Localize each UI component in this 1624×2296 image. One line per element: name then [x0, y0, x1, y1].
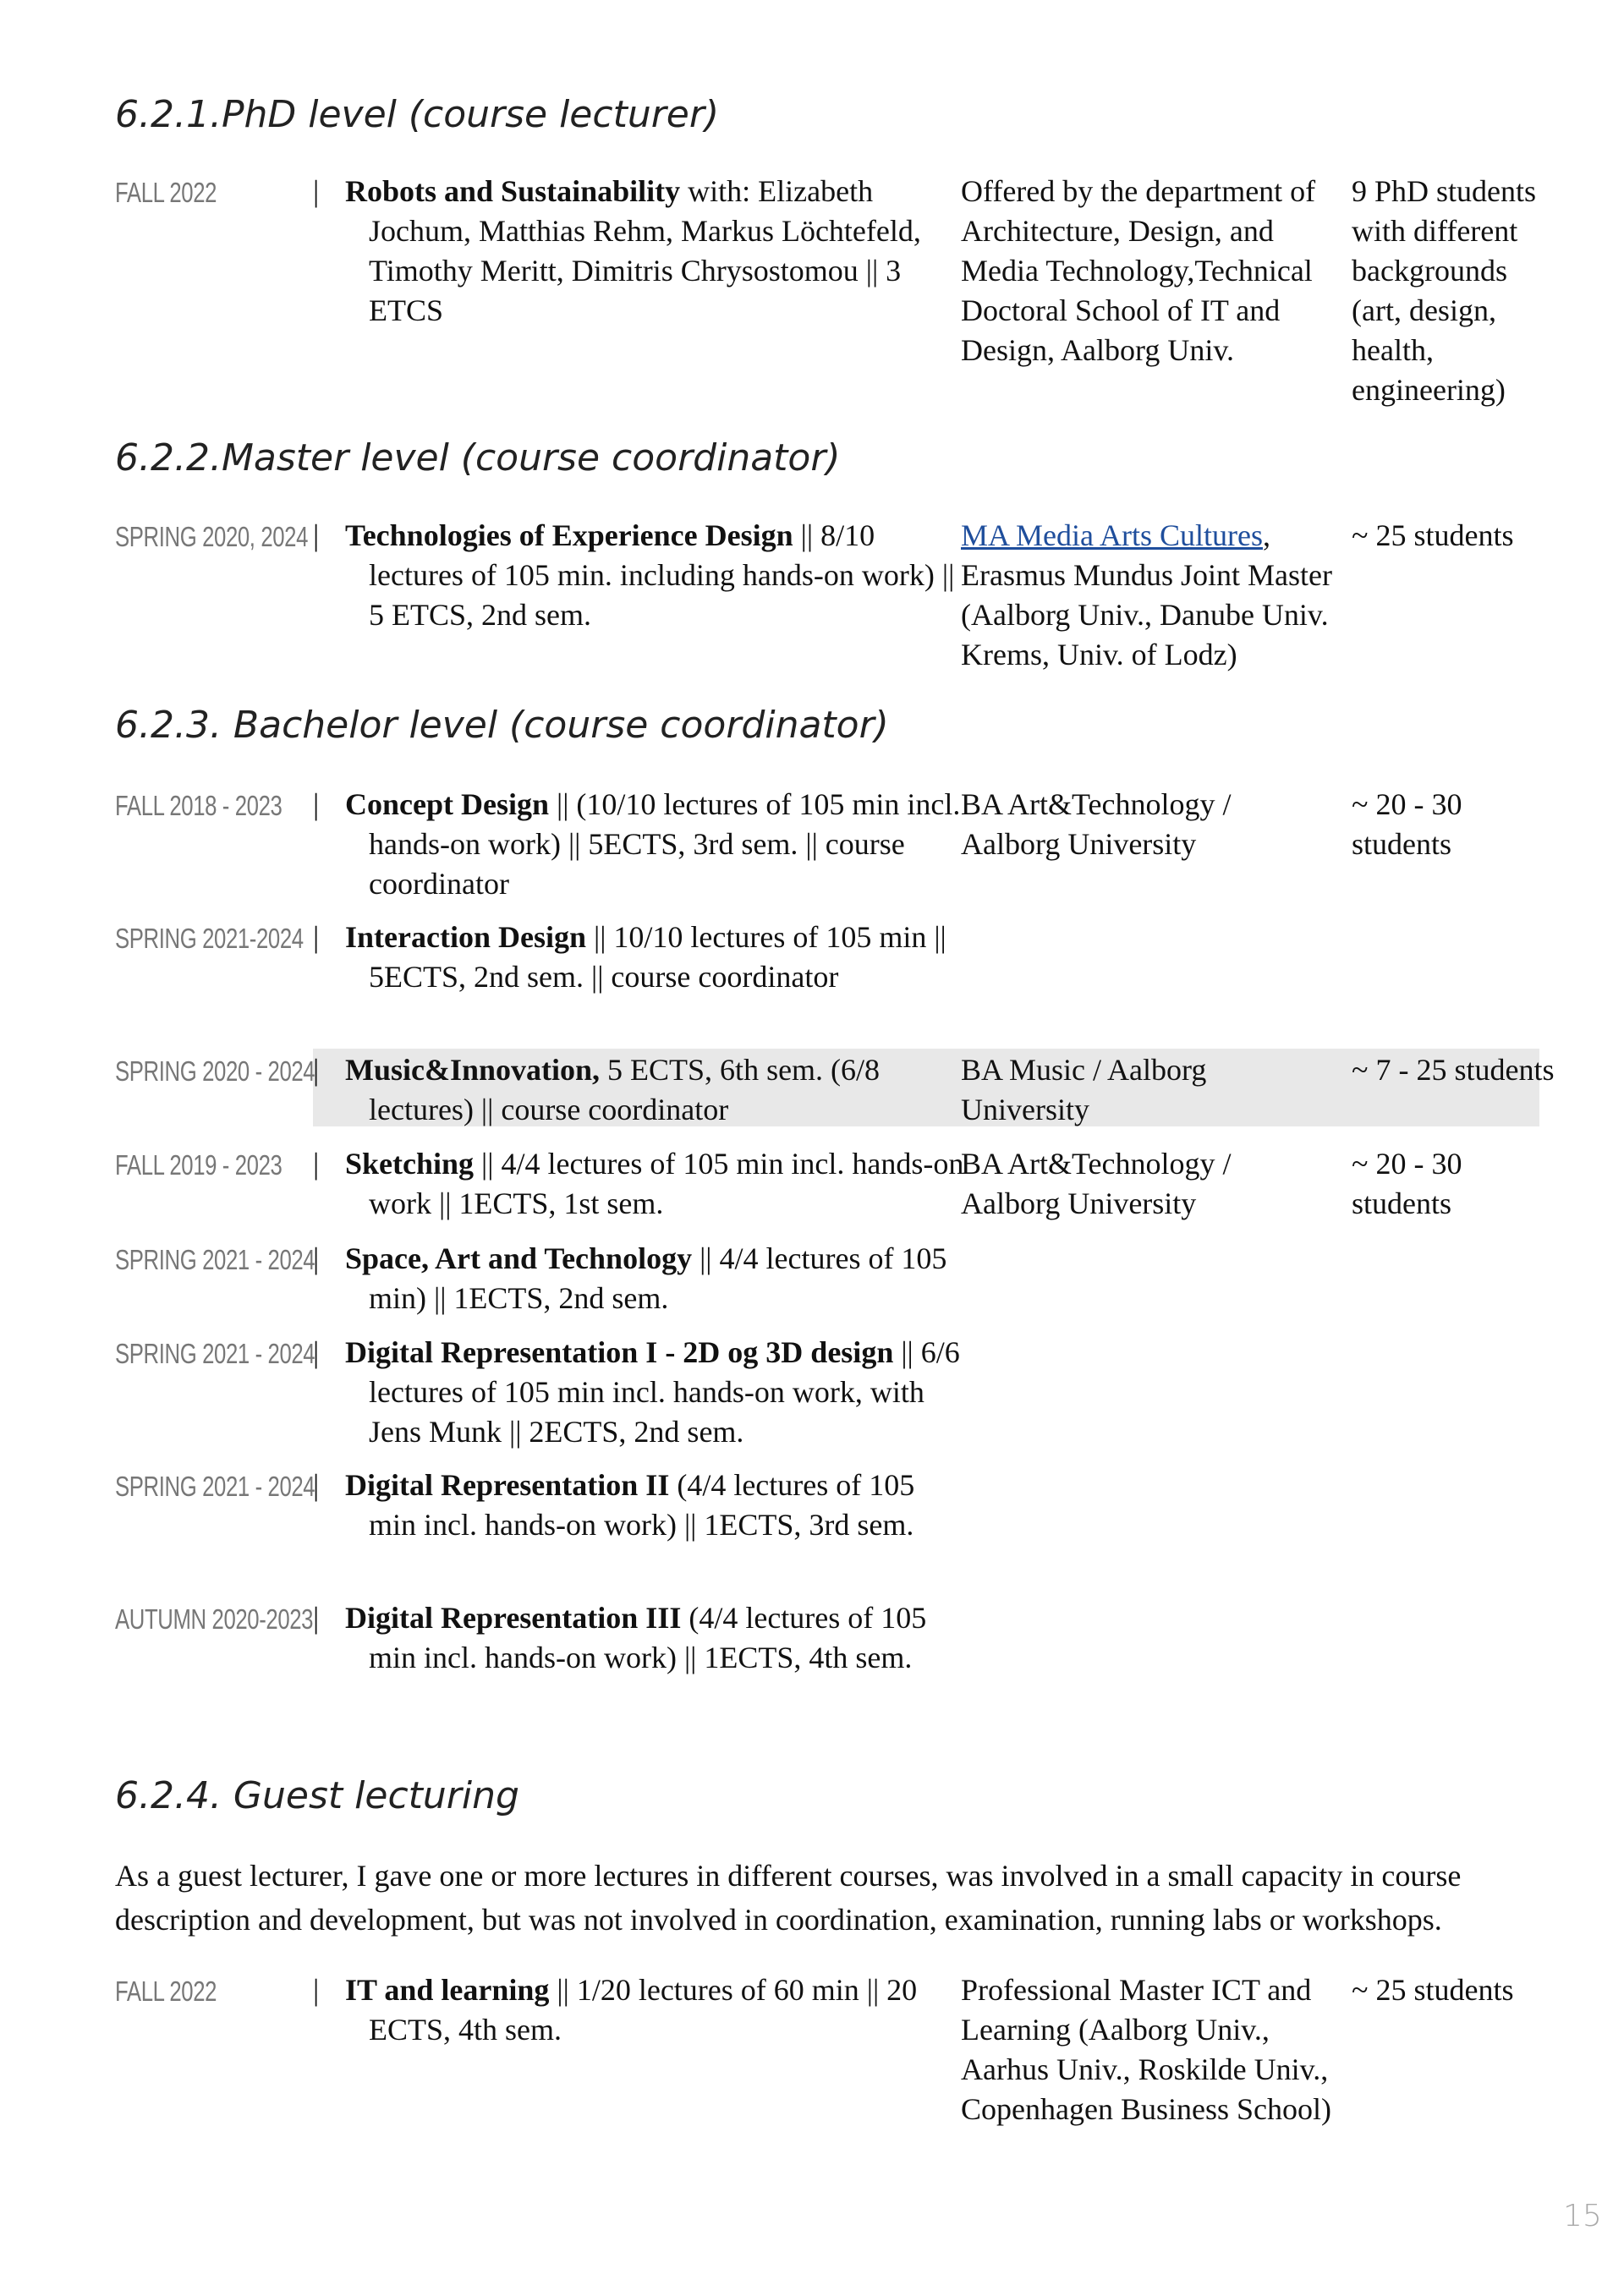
section-heading-bachelor: 6.2.3. Bachelor level (course coordinator): [115, 704, 889, 747]
course-title: Robots and Sustainability: [345, 174, 681, 208]
course-title: IT and learning: [345, 1973, 550, 2007]
course-title: Concept Design: [345, 787, 549, 821]
course-title: Digital Representation I - 2D og 3D design: [345, 1335, 894, 1369]
course-title: Technologies of Experience Design: [345, 518, 793, 552]
course-details: 5 ECTS, 6th sem. (6/8 lectures) || course coordinator: [369, 1053, 881, 1126]
course-details: with: Elizabeth Jochum, Matthias Rehm, Markus Löchtefeld, Timothy Meritt, Dimitris Chrysostomou || 3 ETCS: [369, 174, 921, 327]
entry-description: [345, 172, 969, 331]
entry-audience: ~ 20 - 30 students: [1352, 1147, 1462, 1220]
entry-audience: ~ 20 - 30 students: [1352, 787, 1462, 861]
entry-program: Professional Master ICT and Learning (Aalborg Univ., Aarhus Univ., Roskilde Univ., Copenhagen Business School): [961, 1973, 1331, 2126]
column-separator: |: [313, 174, 320, 208]
entry-date: FALL 2022: [115, 1975, 217, 2007]
column-separator: |: [313, 1053, 320, 1087]
column-separator: |: [313, 1241, 320, 1275]
entry-description: [345, 516, 969, 635]
course-title: Digital Representation II: [345, 1468, 670, 1502]
entry-description: [345, 1239, 969, 1318]
course-details: || 1/20 lectures of 60 min || 20 ECTS, 4th sem.: [369, 1973, 918, 2047]
entry-date: SPRING 2021 - 2024: [115, 1244, 315, 1275]
course-details: || 8/10 lectures of 105 min. including hands-on work) || 5 ETCS, 2nd sem.: [369, 518, 955, 632]
course-title: Digital Representation III: [345, 1601, 682, 1635]
course-details: (4/4 lectures of 105 min incl. hands-on work) || 1ECTS, 3rd sem.: [369, 1468, 915, 1542]
entry-description: [345, 1050, 969, 1130]
entry-program: BA Art&Technology / Aalborg University: [961, 787, 1232, 861]
entry-description: [345, 1144, 969, 1224]
section-heading-phd: 6.2.1.PhD level (course lecturer): [115, 93, 720, 136]
entry-date: SPRING 2020 - 2024: [115, 1055, 315, 1087]
entry-date: SPRING 2020, 2024: [115, 521, 309, 552]
course-details: (4/4 lectures of 105 min incl. hands-on work) || 1ECTS, 4th sem.: [369, 1601, 927, 1674]
program-details: , Erasmus Mundus Joint Master (Aalborg Univ., Danube Univ. Krems, Univ. of Lodz): [961, 518, 1332, 671]
entry-description: [345, 1466, 969, 1545]
entry-audience: ~ 7 - 25 students: [1352, 1053, 1555, 1087]
entry-date: FALL 2018 - 2023: [115, 790, 283, 821]
course-details: || (10/10 lectures of 105 min incl. hands-on work) || 5ECTS, 3rd sem. || course coordinator: [369, 787, 961, 901]
page-number: 15: [1563, 2199, 1602, 2233]
entry-audience: ~ 25 students: [1352, 1973, 1514, 2007]
entry-program: BA Art&Technology / Aalborg University: [961, 1147, 1232, 1220]
course-title: Sketching: [345, 1147, 475, 1181]
entry-program: Offered by the department of Architecture, Design, and Media Technology,Technical Doctoral School of IT and Design, Aalborg Univ.: [961, 174, 1316, 367]
entry-description: [345, 1970, 969, 2050]
column-separator: |: [313, 1147, 320, 1181]
entry-audience: ~ 25 students: [1352, 518, 1514, 552]
entry-description: [345, 785, 969, 904]
course-details: || 6/6 lectures of 105 min incl. hands-on work, with Jens Munk || 2ECTS, 2nd sem.: [369, 1335, 960, 1449]
section-heading-master: 6.2.2.Master level (course coordinator): [115, 436, 841, 479]
column-separator: |: [313, 1973, 320, 2007]
entry-date: SPRING 2021 - 2024: [115, 1471, 315, 1502]
column-separator: |: [313, 518, 320, 552]
entry-date: FALL 2022: [115, 177, 217, 208]
entry-description: [345, 918, 969, 997]
column-separator: |: [313, 1601, 320, 1635]
course-details: || 4/4 lectures of 105 min) || 1ECTS, 2nd sem.: [369, 1241, 947, 1315]
entry-description: [345, 1598, 969, 1678]
program-link[interactable]: MA Media Arts Cultures: [961, 518, 1263, 552]
column-separator: |: [313, 787, 320, 821]
column-separator: |: [313, 1468, 320, 1502]
entry-description: [345, 1333, 969, 1452]
course-details: || 4/4 lectures of 105 min incl. hands-on work || 1ECTS, 1st sem.: [369, 1147, 964, 1220]
entry-date: SPRING 2021 - 2024: [115, 1338, 315, 1369]
entry-program: [961, 516, 1333, 675]
section-heading-guest: 6.2.4. Guest lecturing: [115, 1774, 519, 1817]
guest-lecturing-paragraph: As a guest lecturer, I gave one or more lectures in different courses, was involved in a small capacity in course description and development, but was not involved in coordination, examination, running labs or workshops.: [115, 1859, 1462, 1937]
course-details: || 10/10 lectures of 105 min || 5ECTS, 2nd sem. || course coordinator: [369, 920, 946, 994]
entry-program: BA Music / Aalborg University: [961, 1053, 1207, 1126]
course-title: Space, Art and Technology: [345, 1241, 693, 1275]
course-title: Interaction Design: [345, 920, 586, 954]
entry-date: FALL 2019 - 2023: [115, 1149, 283, 1181]
entry-date: SPRING 2021-2024: [115, 923, 304, 954]
entry-date: AUTUMN 2020-2023: [115, 1603, 314, 1635]
entry-audience: 9 PhD students with different backgrounds (art, design, health, engineering): [1352, 174, 1537, 407]
course-title: Music&Innovation,: [345, 1053, 601, 1087]
column-separator: |: [313, 1335, 320, 1369]
column-separator: |: [313, 920, 320, 954]
